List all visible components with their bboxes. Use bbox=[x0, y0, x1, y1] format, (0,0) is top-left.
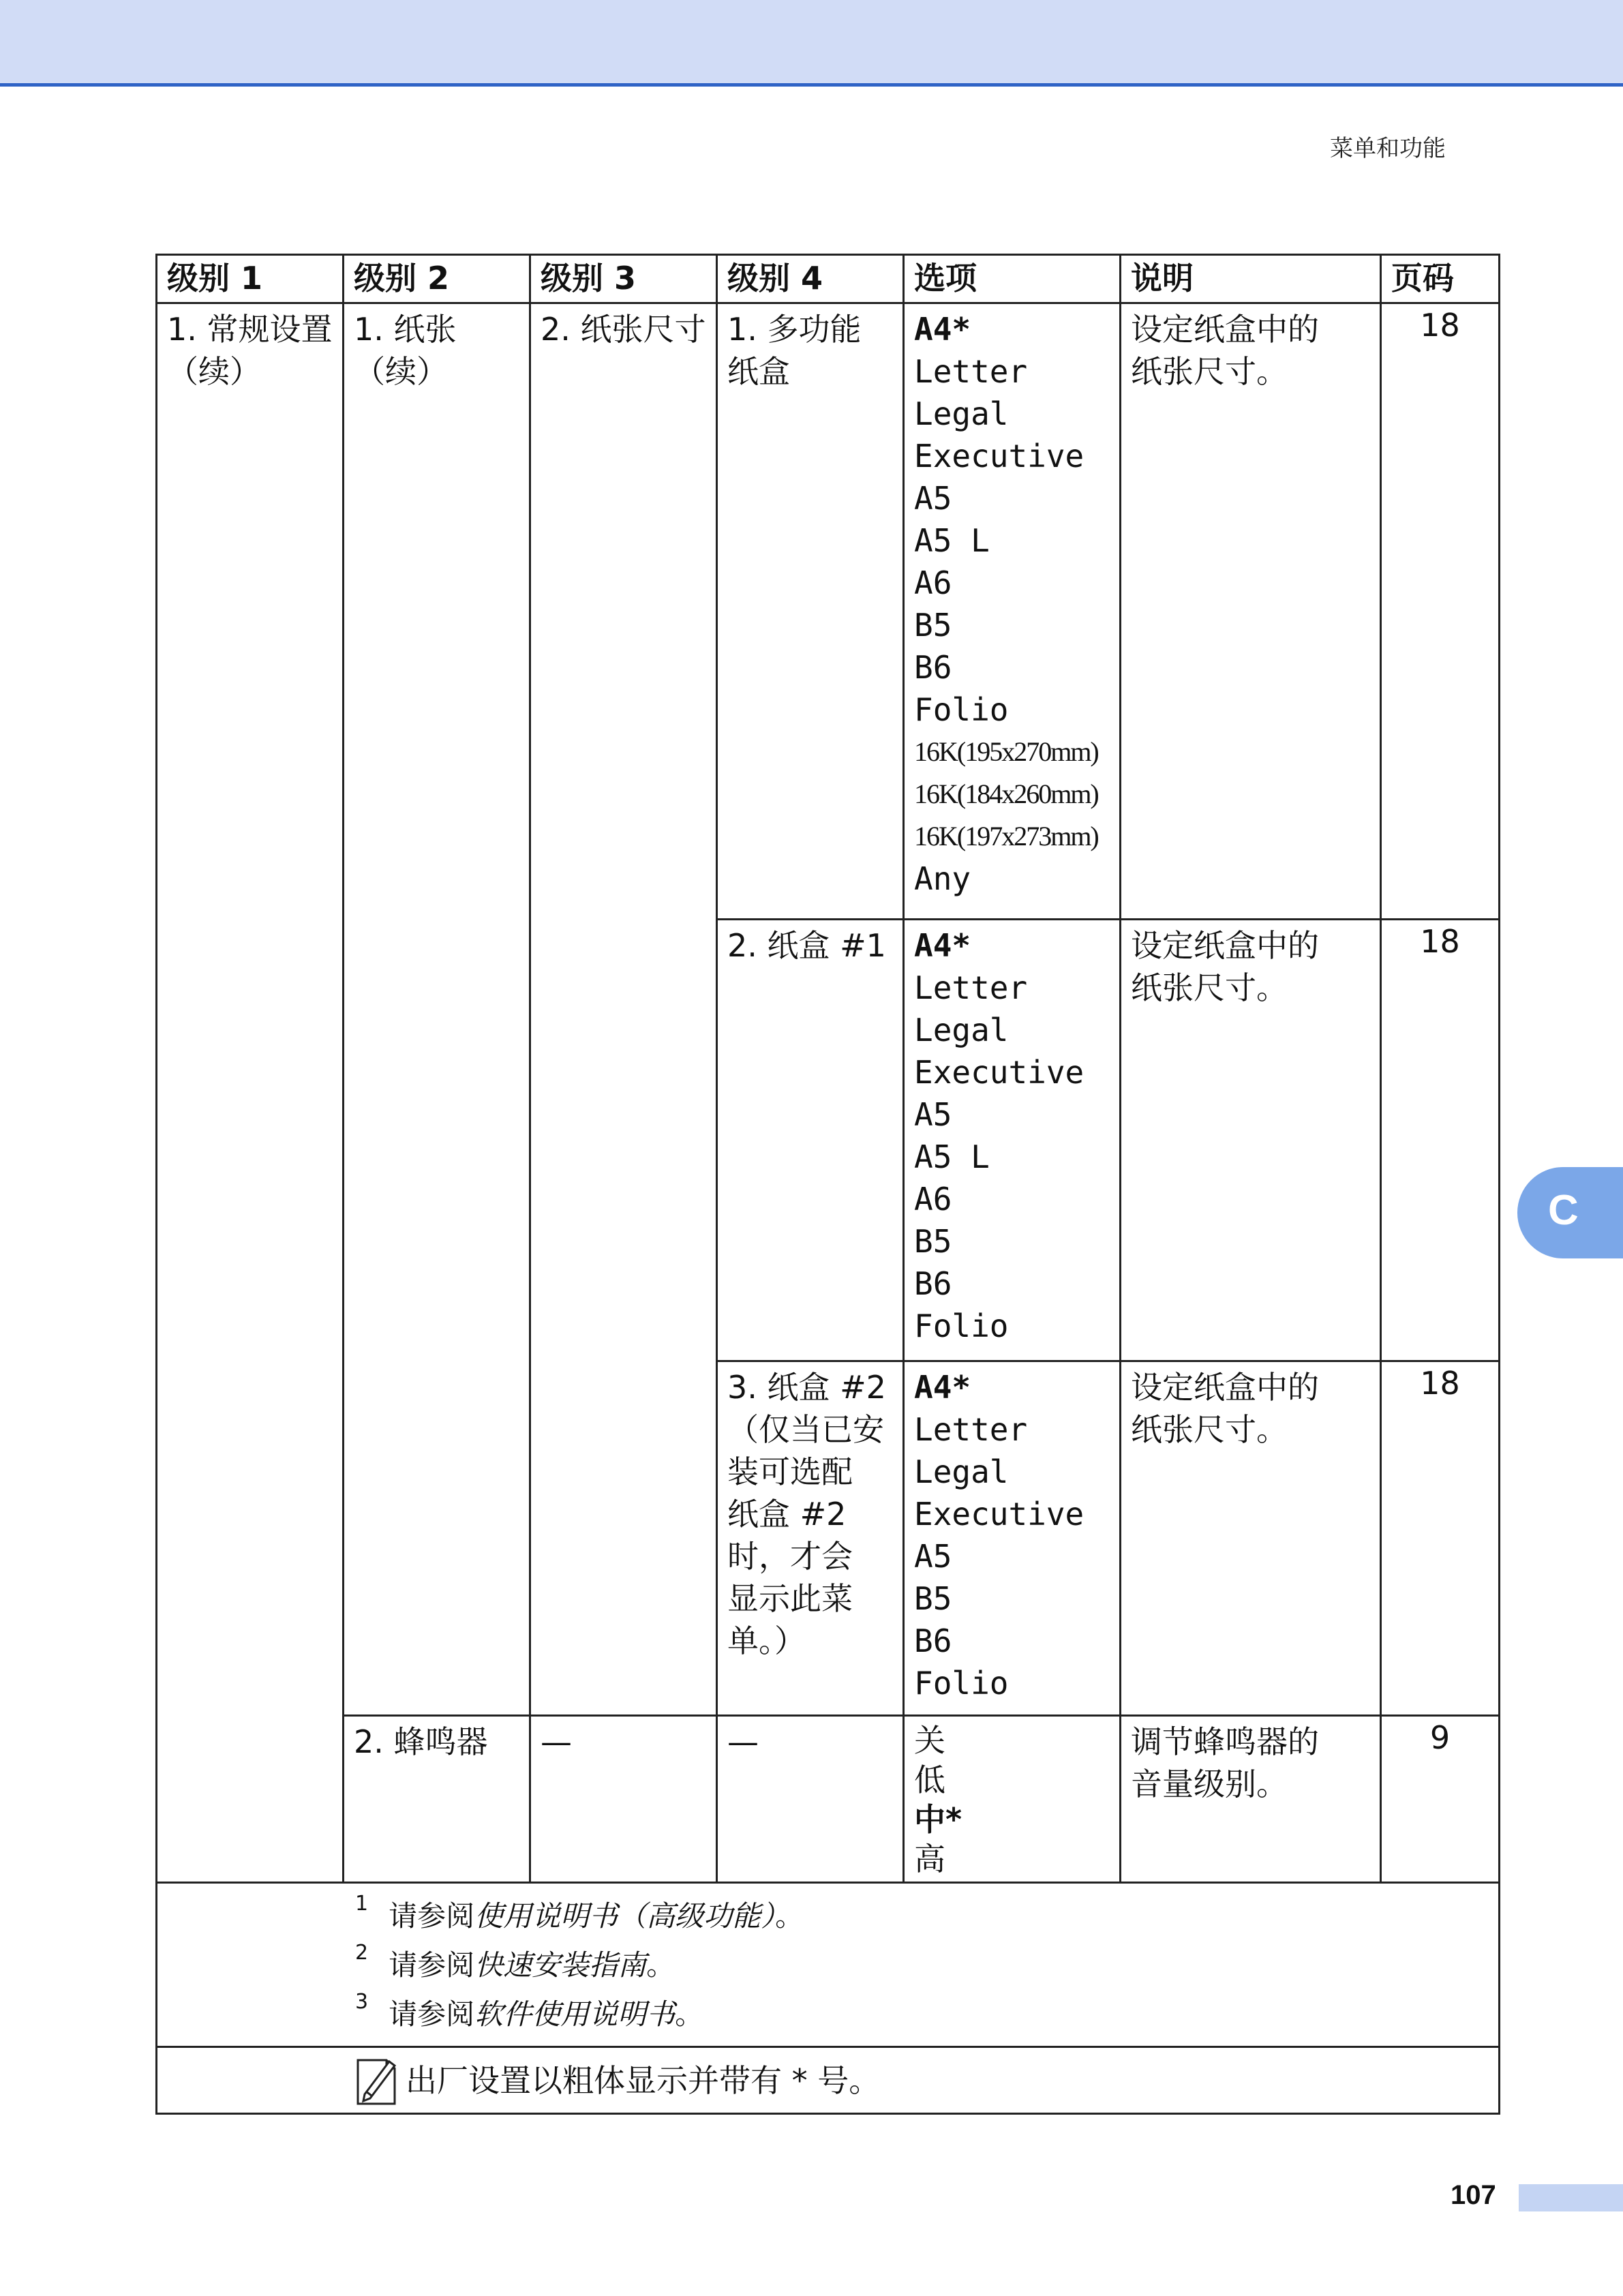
section-title: 菜单和功能 bbox=[1330, 135, 1446, 162]
options-cell bbox=[904, 303, 1121, 920]
level4-note: （仅当已安 bbox=[727, 1411, 884, 1448]
level4-cell bbox=[717, 1361, 904, 1716]
col-header: 级别 2 bbox=[344, 255, 530, 303]
page-ref: 9 bbox=[1381, 1716, 1500, 1883]
description: 设定纸盒中的 bbox=[1131, 927, 1319, 964]
page-ref: 18 bbox=[1381, 303, 1500, 920]
level4-note: 装可选配 bbox=[727, 1453, 853, 1490]
description: 纸张尺寸。 bbox=[1131, 353, 1288, 390]
footer-band bbox=[1519, 2184, 1623, 2211]
description: 纸张尺寸。 bbox=[1131, 1411, 1288, 1448]
col-header: 级别 4 bbox=[717, 255, 904, 303]
option: Legal bbox=[914, 1012, 1009, 1048]
level1-continued: （续） bbox=[167, 353, 261, 390]
description-cell bbox=[1121, 920, 1381, 1361]
option: B6 bbox=[914, 649, 952, 686]
level4-cell: 2. 纸盒 #1 bbox=[717, 920, 904, 1361]
level1-cell bbox=[157, 303, 344, 1883]
level2-cell: 2. 蜂鸣器 bbox=[344, 1716, 530, 1883]
header-rule bbox=[0, 83, 1623, 87]
option: Executive bbox=[914, 1054, 1084, 1091]
option: B6 bbox=[914, 1265, 952, 1302]
option: Folio bbox=[914, 1665, 1009, 1702]
col-header: 级别 3 bbox=[530, 255, 717, 303]
appendix-tab-label: C bbox=[1548, 1187, 1579, 1234]
option: A5 L bbox=[914, 522, 990, 559]
option: B5 bbox=[914, 1223, 952, 1260]
note-row bbox=[157, 2047, 1500, 2114]
option-default: 中* bbox=[914, 1801, 962, 1838]
option: A6 bbox=[914, 564, 952, 601]
option: A6 bbox=[914, 1181, 952, 1218]
option-default: A4* bbox=[914, 927, 971, 964]
level3-cell: — bbox=[530, 1716, 717, 1883]
level4-note: 单。） bbox=[727, 1622, 806, 1659]
page-number: 107 bbox=[1451, 2180, 1496, 2210]
note-cell bbox=[157, 2047, 1500, 2114]
description: 设定纸盒中的 bbox=[1131, 1369, 1319, 1406]
option: A5 bbox=[914, 480, 952, 517]
footnotes-row bbox=[157, 1883, 1500, 2047]
header-band bbox=[0, 0, 1623, 85]
level4-note: 时，才会 bbox=[727, 1538, 853, 1575]
description-cell bbox=[1121, 1716, 1381, 1883]
option: Legal bbox=[914, 395, 1009, 432]
footnote: $^3$ 请参阅软件使用说明书。 bbox=[355, 1990, 704, 2031]
level2-cell bbox=[344, 303, 530, 1716]
level4-label: 1. 多功能 bbox=[727, 311, 862, 348]
table-row bbox=[157, 1716, 1500, 1883]
level4-cell bbox=[717, 303, 904, 920]
description-cell bbox=[1121, 1361, 1381, 1716]
level2-continued: （续） bbox=[354, 353, 448, 390]
option: Letter bbox=[914, 1411, 1028, 1448]
option: 低 bbox=[914, 1762, 945, 1798]
col-header: 页码 bbox=[1381, 255, 1500, 303]
option: 关 bbox=[914, 1722, 945, 1759]
option: A5 bbox=[914, 1538, 952, 1575]
option: A5 L bbox=[914, 1138, 990, 1175]
description: 设定纸盒中的 bbox=[1131, 311, 1319, 348]
description: 纸张尺寸。 bbox=[1131, 969, 1288, 1006]
page-ref: 18 bbox=[1381, 1361, 1500, 1716]
option-16k: 16K(197x273mm) bbox=[914, 821, 1098, 851]
table-row bbox=[157, 303, 1500, 920]
level4-label: 3. 纸盒 #2 bbox=[727, 1369, 886, 1406]
option: Folio bbox=[914, 1308, 1009, 1344]
option: B5 bbox=[914, 607, 952, 644]
description-cell bbox=[1121, 303, 1381, 920]
options-cell bbox=[904, 1361, 1121, 1716]
option: B5 bbox=[914, 1580, 952, 1617]
level4-cell: — bbox=[717, 1716, 904, 1883]
option: A5 bbox=[914, 1096, 952, 1133]
level2-label: 1. 纸张 bbox=[354, 311, 457, 348]
footnote: $^1$ 请参阅使用说明书（高级功能）。 bbox=[355, 1892, 804, 1933]
option-default: A4* bbox=[914, 1369, 971, 1406]
level1-label: 1. 常规设置 bbox=[167, 311, 333, 348]
options-cell bbox=[904, 920, 1121, 1361]
option: Letter bbox=[914, 969, 1028, 1006]
page-ref: 18 bbox=[1381, 920, 1500, 1361]
option: Legal bbox=[914, 1453, 1009, 1490]
level3-cell: 2. 纸张尺寸 bbox=[530, 303, 717, 1716]
option: Folio bbox=[914, 691, 1009, 728]
appendix-tab[interactable] bbox=[1517, 1167, 1623, 1258]
option: Any bbox=[914, 860, 971, 897]
option: 高 bbox=[914, 1841, 945, 1877]
note-text: 出厂设置以粗体显示并带有 * 号。 bbox=[406, 2062, 881, 2099]
menu-table bbox=[155, 254, 1500, 2115]
note-pencil-icon bbox=[355, 2055, 399, 2106]
footnote-title: 快速安装指南 bbox=[474, 1948, 647, 1982]
option: Letter bbox=[914, 353, 1028, 390]
description: 音量级别。 bbox=[1131, 1766, 1288, 1802]
footnote-title: 软件使用说明书 bbox=[474, 1997, 676, 2031]
table-header-row bbox=[157, 255, 1500, 303]
option: Executive bbox=[914, 1496, 1084, 1532]
option-16k: 16K(184x260mm) bbox=[914, 779, 1098, 809]
level4-note: 纸盒 #2 bbox=[727, 1496, 847, 1532]
footnotes-cell bbox=[157, 1883, 1500, 2047]
option: Executive bbox=[914, 438, 1084, 474]
col-header: 说明 bbox=[1121, 255, 1381, 303]
col-header: 级别 1 bbox=[157, 255, 344, 303]
col-header: 选项 bbox=[904, 255, 1121, 303]
option: B6 bbox=[914, 1622, 952, 1659]
footnote: $^2$ 请参阅快速安装指南。 bbox=[355, 1941, 676, 1982]
description: 调节蜂鸣器的 bbox=[1131, 1723, 1319, 1760]
footnote-title: 使用说明书（高级功能） bbox=[474, 1899, 776, 1933]
options-cell bbox=[904, 1716, 1121, 1883]
level4-note: 显示此菜 bbox=[727, 1580, 853, 1617]
option-16k: 16K(195x270mm) bbox=[914, 736, 1098, 767]
option-default: A4* bbox=[914, 311, 971, 348]
level4-label-line2: 纸盒 bbox=[727, 353, 790, 390]
